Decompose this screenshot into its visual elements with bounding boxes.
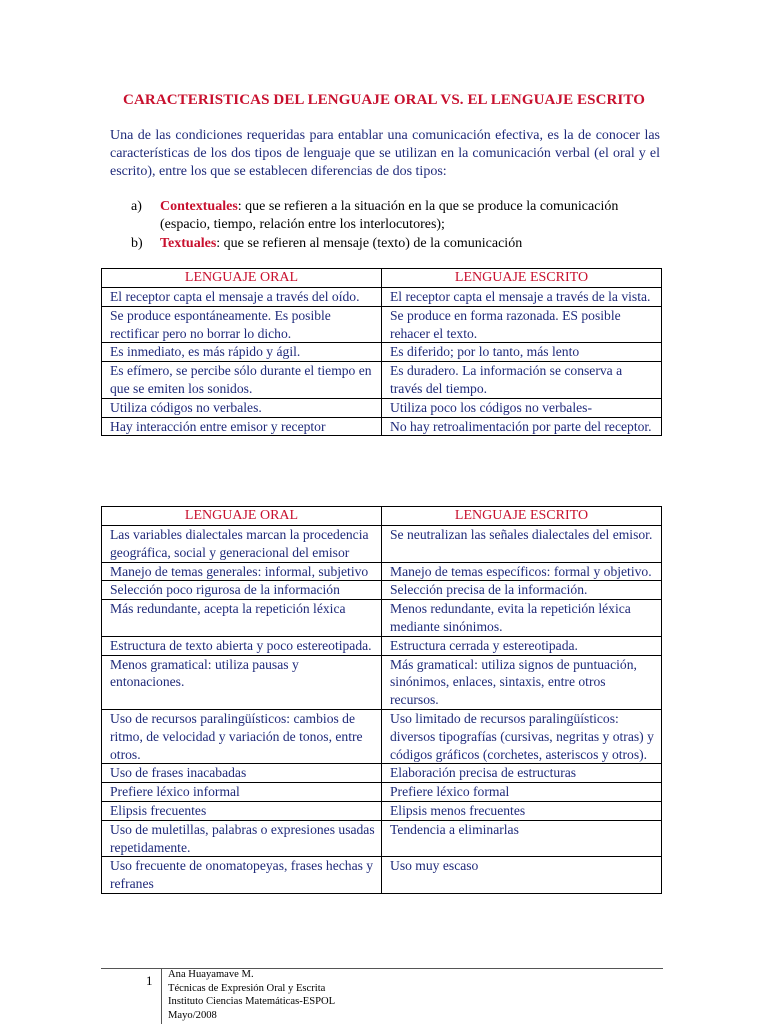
intro-paragraph: Una de las condiciones requeridas para entablar una comunicación efectiva, es la de conocer las características de los dos tipos de lenguaje que se utilizan en la comunicación verbal (el oral y el escrito), entre los que se establecen diferencias de dos tipos: — [110, 128, 660, 179]
table-row — [102, 783, 662, 802]
footer-line: Mayo/2008 — [168, 1009, 217, 1021]
cell-escrito: Es duradero. La información se conserva a través del tiempo. — [382, 362, 662, 399]
table-row — [102, 857, 662, 894]
table-row — [102, 801, 662, 820]
list-item-textuales — [110, 235, 660, 253]
cell-oral: Hay interacción entre emisor y receptor — [102, 417, 382, 436]
cell-escrito: Se neutralizan las señales dialectales del emisor. — [382, 526, 662, 563]
cell-oral: Uso de muletillas, palabras o expresiones usadas repetidamente. — [102, 820, 382, 857]
table-header-row — [102, 507, 662, 526]
cell-oral: Utiliza códigos no verbales. — [102, 398, 382, 417]
cell-oral: Es efímero, se percibe sólo durante el tiempo en que se emiten los sonidos. — [102, 362, 382, 399]
header-lenguaje-oral: LENGUAJE ORAL — [102, 507, 382, 526]
cell-oral: Se produce espontáneamente. Es posible rectificar pero no borrar lo dicho. — [102, 306, 382, 343]
cell-oral: Uso frecuente de onomatopeyas, frases hechas y refranes — [102, 857, 382, 894]
page-number: 1 — [146, 973, 153, 988]
cell-oral: Elipsis frecuentes — [102, 801, 382, 820]
cell-escrito: Tendencia a eliminarlas — [382, 820, 662, 857]
cell-escrito: Selección precisa de la información. — [382, 581, 662, 600]
cell-escrito: El receptor capta el mensaje a través de la vista. — [382, 288, 662, 307]
table-row — [102, 306, 662, 343]
list-text: : que se refieren a la situación en la que se produce la comunicación (espacio, tiempo, relación entre los interlocutores); — [160, 199, 619, 232]
cell-escrito: Elipsis menos frecuentes — [382, 801, 662, 820]
cell-oral: Es inmediato, es más rápido y ágil. — [102, 343, 382, 362]
table-row — [102, 562, 662, 581]
cell-escrito: Utiliza poco los códigos no verbales- — [382, 398, 662, 417]
cell-oral: Manejo de temas generales: informal, subjetivo — [102, 562, 382, 581]
cell-escrito: Prefiere léxico formal — [382, 783, 662, 802]
table-row — [102, 709, 662, 763]
cell-escrito: Uso muy escaso — [382, 857, 662, 894]
cell-escrito: Manejo de temas específicos: formal y objetivo. — [382, 562, 662, 581]
table-row — [102, 581, 662, 600]
cell-oral: Selección poco rigurosa de la información — [102, 581, 382, 600]
table-row — [102, 636, 662, 655]
document-title: CARACTERISTICAS DEL LENGUAJE ORAL VS. EL LENGUAJE ESCRITO — [123, 92, 645, 108]
cell-oral: Estructura de texto abierta y poco estereotipada. — [102, 636, 382, 655]
header-lenguaje-escrito: LENGUAJE ESCRITO — [382, 507, 662, 526]
cell-escrito: Se produce en forma razonada. ES posible rehacer el texto. — [382, 306, 662, 343]
footer-line: Instituto Ciencias Matemáticas-ESPOL — [168, 996, 336, 1007]
header-lenguaje-escrito: LENGUAJE ESCRITO — [382, 269, 662, 288]
difference-types-list — [110, 198, 660, 253]
table-header-row — [102, 269, 662, 288]
cell-oral: Prefiere léxico informal — [102, 783, 382, 802]
list-marker: a) — [131, 199, 142, 214]
cell-escrito: Elaboración precisa de estructuras — [382, 764, 662, 783]
cell-escrito: Es diferido; por lo tanto, más lento — [382, 343, 662, 362]
footer-line: Ana Huayamave M. — [168, 969, 254, 980]
list-term: Contextuales — [160, 199, 238, 214]
cell-oral: Uso de recursos paralingüísticos: cambios de ritmo, de velocidad y variación de tonos, entre otros. — [102, 709, 382, 763]
table-row — [102, 655, 662, 709]
list-item-contextuales — [110, 198, 660, 234]
cell-escrito: Más gramatical: utiliza signos de puntuación, sinónimos, enlaces, sintaxis, entre otros recursos. — [382, 655, 662, 709]
cell-oral: Las variables dialectales marcan la procedencia geográfica, social y generacional del emisor — [102, 526, 382, 563]
table-row — [102, 764, 662, 783]
footer-line: Técnicas de Expresión Oral y Escrita — [168, 982, 326, 994]
cell-oral: El receptor capta el mensaje a través del oído. — [102, 288, 382, 307]
comparison-table-2 — [101, 506, 662, 894]
list-term: Textuales — [160, 236, 217, 251]
cell-oral: Uso de frases inacabadas — [102, 764, 382, 783]
table-row — [102, 362, 662, 399]
list-marker: b) — [131, 236, 143, 251]
cell-escrito: No hay retroalimentación por parte del receptor. — [382, 417, 662, 436]
cell-oral: Menos gramatical: utiliza pausas y entonaciones. — [102, 655, 382, 709]
comparison-table-1 — [101, 268, 662, 436]
footer-vertical-divider — [161, 969, 162, 1024]
cell-oral: Más redundante, acepta la repetición léxica — [102, 600, 382, 637]
cell-escrito: Uso limitado de recursos paralingüísticos: diversos tipografías (cursivas, negritas y otras) y códigos gráficos (corchetes, asteriscos y otros). — [382, 709, 662, 763]
table-row — [102, 343, 662, 362]
table-row — [102, 417, 662, 436]
table-row — [102, 398, 662, 417]
table-row — [102, 526, 662, 563]
table-row — [102, 600, 662, 637]
header-lenguaje-oral: LENGUAJE ORAL — [102, 269, 382, 288]
list-text: : que se refieren al mensaje (texto) de la comunicación — [216, 236, 523, 251]
table-row — [102, 820, 662, 857]
footer-credits — [168, 968, 335, 1022]
cell-escrito: Menos redundante, evita la repetición léxica mediante sinónimos. — [382, 600, 662, 637]
table-row — [102, 288, 662, 307]
cell-escrito: Estructura cerrada y estereotipada. — [382, 636, 662, 655]
